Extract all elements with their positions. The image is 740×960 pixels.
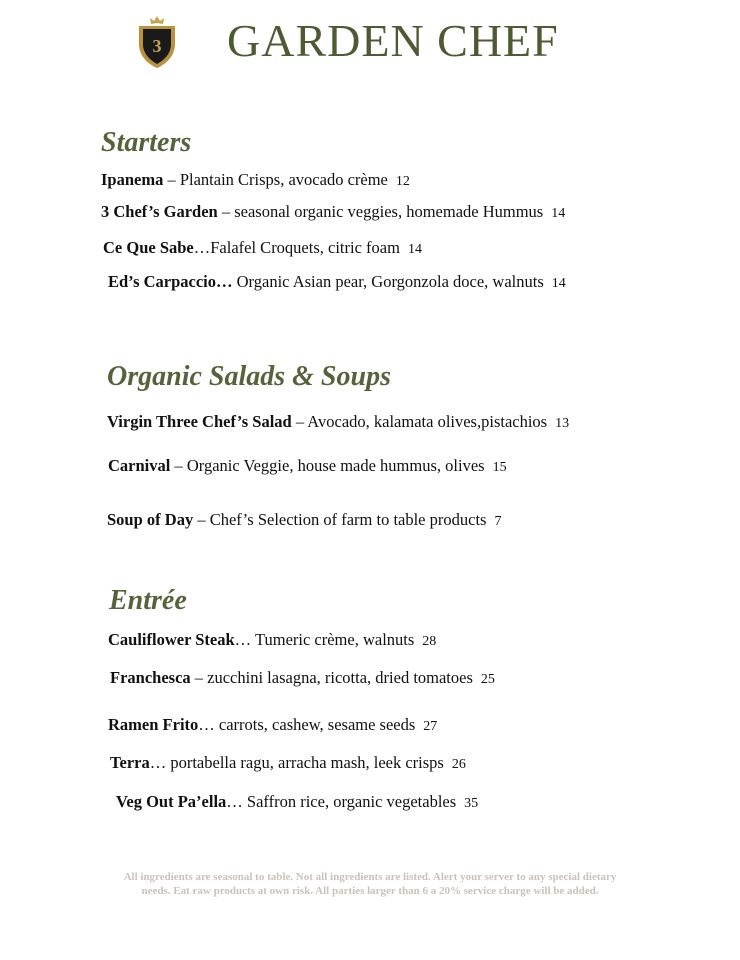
item-name: Virgin Three Chef’s Salad [107,412,292,431]
note-line-1: All ingredients are seasonal to table. Not all ingredients are listed. Alert your server to any special dietary [123,871,617,883]
menu-item [108,717,437,734]
item-name: Ce Que Sabe [103,238,194,257]
menu-item [107,414,569,431]
restaurant-name: GARDEN CHEF [227,15,559,66]
section-title-entree: Entrée [109,585,187,616]
item-price: 35 [464,796,479,811]
item-description: … carrots, cashew, sesame seeds [198,715,416,734]
item-description: – Chef’s Selection of farm to table products [193,510,487,529]
item-price: 15 [492,460,507,475]
menu-item [108,632,436,649]
allergy-note [90,870,650,899]
item-description: – Organic Veggie, house made hummus, olives [170,456,485,475]
item-price: 14 [551,206,566,221]
item-price: 12 [395,174,410,189]
item-price: 14 [551,276,566,291]
item-name: Franchesca [110,668,191,687]
menu-item [101,172,410,189]
item-price: 7 [494,514,502,529]
item-name: Terra [110,753,150,772]
menu-item [107,512,501,529]
item-description: – zucchini lasagna, ricotta, dried tomatoes [190,668,473,687]
item-price: 25 [480,672,495,687]
section-title-salads-soups: Organic Salads & Soups [107,361,391,392]
menu-item [110,670,495,687]
menu-item [103,240,422,257]
menu-item [108,458,507,475]
menu-item [110,755,466,772]
menu-item [116,794,478,811]
item-name: Ed’s Carpaccio… [108,272,233,291]
item-description: – Plantain Crisps, avocado crème [163,170,388,189]
item-name: 3 Chef’s Garden [101,202,218,221]
item-description: … Saffron rice, organic vegetables [226,792,457,811]
item-price: 26 [451,757,466,772]
item-name: Carnival [108,456,171,475]
item-name: Ipanema [101,170,164,189]
item-price: 28 [422,634,437,649]
shield-crest-icon [134,14,180,70]
logo-numeral: 3 [152,36,162,56]
item-description: – seasonal organic veggies, homemade Hummus [217,202,544,221]
item-description: Organic Asian pear, Gorgonzola doce, walnuts [232,272,544,291]
section-title-starters: Starters [101,127,192,158]
item-name: Ramen Frito [108,715,199,734]
item-description: – Avocado, kalamata olives,pistachios [291,412,548,431]
item-name: Cauliflower Steak [108,630,235,649]
item-description: … portabella ragu, arracha mash, leek crisps [149,753,444,772]
item-name: Soup of Day [107,510,194,529]
item-price: 13 [555,416,570,431]
item-description: … Tumeric crème, walnuts [234,630,415,649]
item-description: …Falafel Croquets, citric foam [193,238,400,257]
note-line-2: needs. Eat raw products at own risk. All parties larger than 6 a 20% service charge will be added. [141,885,599,898]
menu-item [101,204,565,221]
item-price: 27 [423,719,438,734]
item-name: Veg Out Pa’ella [116,792,227,811]
item-price: 14 [407,242,422,257]
menu-item [108,274,566,291]
